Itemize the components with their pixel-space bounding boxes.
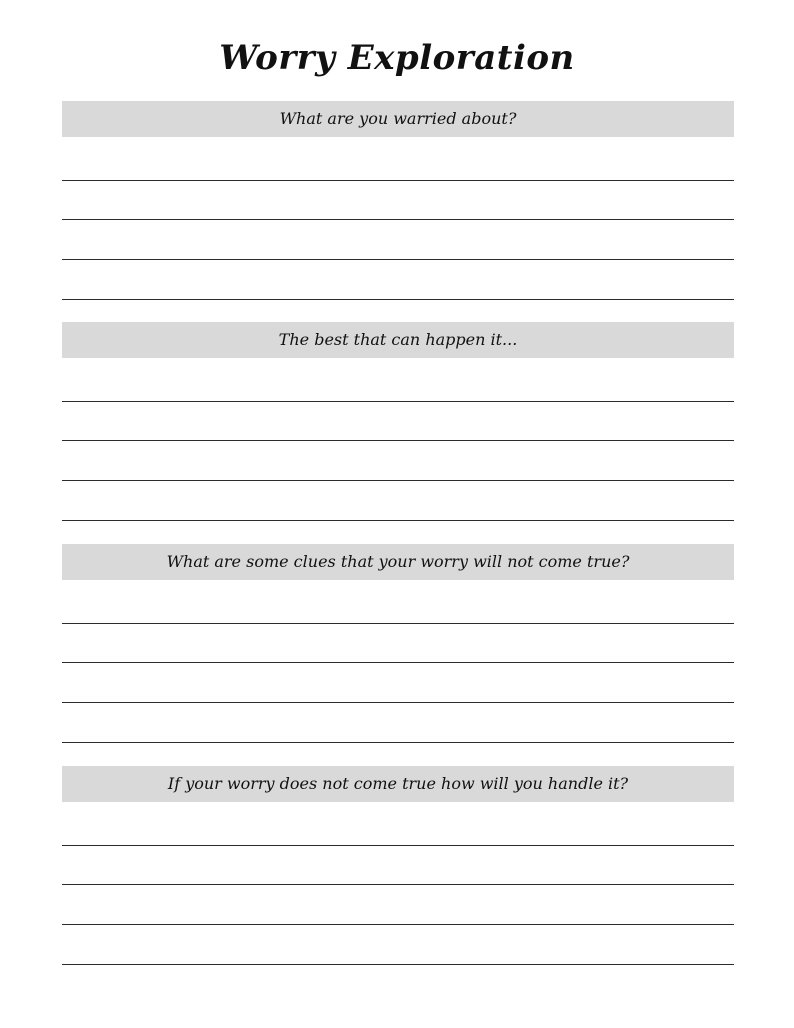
writing-line [62, 480, 734, 481]
writing-line [62, 623, 734, 624]
writing-line [62, 924, 734, 925]
writing-line [62, 180, 734, 181]
writing-line [62, 299, 734, 300]
section-prompt: What are some clues that your worry will not come true? [166, 552, 630, 571]
section-header [62, 322, 734, 358]
writing-line [62, 662, 734, 663]
section-header [62, 101, 734, 137]
writing-line [62, 440, 734, 441]
writing-line [62, 520, 734, 521]
section-prompt: If your worry does not come true how will you handle it? [167, 774, 629, 793]
writing-line [62, 884, 734, 885]
writing-line [62, 845, 734, 846]
writing-line [62, 401, 734, 402]
writing-line [62, 702, 734, 703]
section-clues [62, 544, 734, 742]
writing-area[interactable] [62, 137, 734, 299]
section-worry [62, 101, 734, 299]
section-handle-it [62, 766, 734, 964]
section-prompt: What are you warried about? [279, 109, 517, 128]
writing-line [62, 742, 734, 743]
section-prompt: The best that can happen it... [278, 330, 518, 349]
writing-line [62, 964, 734, 965]
writing-area[interactable] [62, 358, 734, 520]
writing-area[interactable] [62, 580, 734, 742]
writing-area[interactable] [62, 802, 734, 964]
writing-line [62, 219, 734, 220]
page-title: Worry Exploration [219, 38, 575, 78]
writing-line [62, 259, 734, 260]
section-header [62, 766, 734, 802]
section-best-case [62, 322, 734, 520]
section-header [62, 544, 734, 580]
